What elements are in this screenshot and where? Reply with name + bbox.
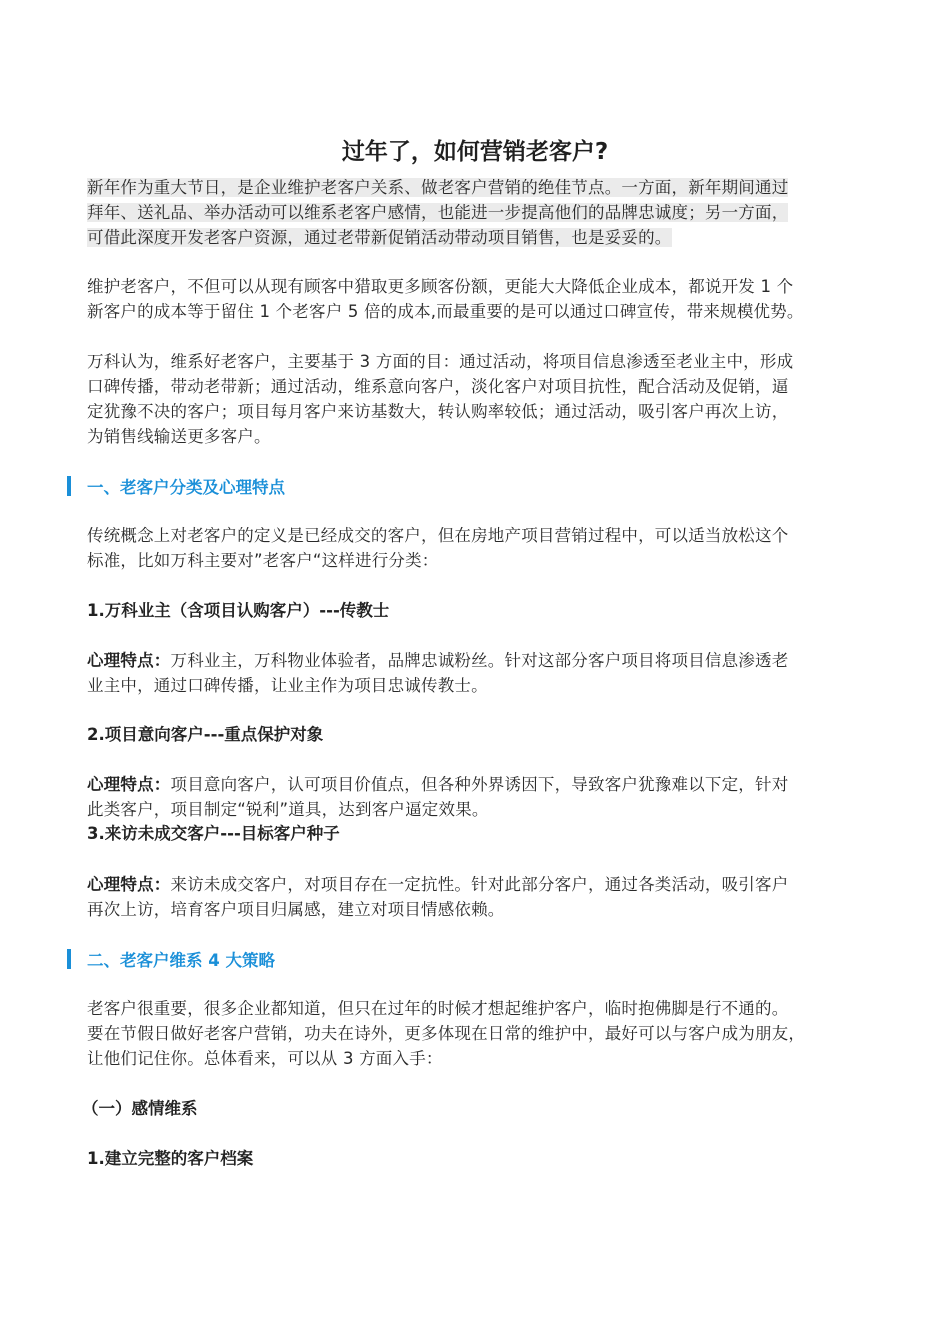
- intro-line: 可借此深度开发老客户资源，通过老带新促销活动带动项目销售，也是妥妥的。: [87, 228, 672, 247]
- category-2-title: 2.项目意向客户---重点保护对象: [87, 725, 324, 744]
- paragraph-line: 再次上访，培育客户项目归属感，建立对项目情感依赖。: [87, 900, 505, 919]
- retention-paragraph: [87, 274, 867, 324]
- section-heading-2: [67, 948, 275, 970]
- section1-intro: [87, 523, 867, 573]
- description-label: 心理特点：: [87, 775, 171, 794]
- paragraph-line: 为销售线输送更多客户。: [87, 427, 271, 446]
- category-2-description: 心理特点：项目意向客户，认可项目价值点，但各种外界诱因下，导致客户犹豫难以下定，针对 此类客户，项目制定“锐利”道具，达到客户逼定效果。: [87, 772, 867, 822]
- description-label: 心理特点：: [87, 651, 171, 670]
- intro-paragraph: [87, 175, 867, 250]
- category-1-description: 心理特点：万科业主，万科物业体验者，品牌忠诚粉丝。针对这部分客户项目将项目信息渗透老 业主中，通过口碑传播，让业主作为项目忠诚传教士。: [87, 648, 867, 698]
- section2-intro: [87, 996, 867, 1071]
- paragraph-line: 万科认为，维系好老客户，主要基于 3 方面的目：通过活动，将项目信息渗透至老业主中，形成: [87, 352, 794, 371]
- paragraph-line: 口碑传播，带动老带新；通过活动，维系意向客户，淡化客户对项目抗性，配合活动及促销，逼: [87, 377, 789, 396]
- page-title: 过年了，如何营销老客户?: [341, 139, 609, 165]
- vanke-paragraph: [87, 349, 867, 449]
- section-heading-1: [67, 475, 285, 497]
- paragraph-line: 要在节假日做好老客户营销，功夫在诗外，更多体现在日常的维护中，最好可以与客户成为朋友，: [87, 1024, 806, 1043]
- subsection-emotional-maintenance: （一）感情维系: [82, 1099, 198, 1118]
- category-1-title: 1.万科业主（含项目认购客户）---传教士: [87, 601, 390, 620]
- item-customer-profile: 1.建立完整的客户档案: [87, 1149, 254, 1168]
- section-accent-bar: [67, 476, 71, 496]
- paragraph-line: 新客户的成本等于留住 1 个老客户 5 倍的成本,而最重要的是可以通过口碑宣传，带来规模优势。: [87, 302, 804, 321]
- paragraph-line: 老客户很重要，很多企业都知道，但只在过年的时候才想起维护客户，临时抱佛脚是行不通的。: [87, 999, 789, 1018]
- section-heading-text: 二、老客户维系 4 大策略: [87, 951, 275, 970]
- paragraph-line: 业主中，通过口碑传播，让业主作为项目忠诚传教士。: [87, 676, 488, 695]
- section-heading-text: 一、老客户分类及心理特点: [87, 478, 285, 497]
- paragraph-line: 此类客户，项目制定“锐利”道具，达到客户逼定效果。: [87, 800, 489, 819]
- section-accent-bar: [67, 949, 71, 969]
- paragraph-line: 标准，比如万科主要对”老客户“这样进行分类：: [87, 551, 439, 570]
- paragraph-line: 定犹豫不决的客户；项目每月客户来访基数大，转认购率较低；通过活动，吸引客户再次上访，: [87, 402, 789, 421]
- paragraph-line: 传统概念上对老客户的定义是已经成交的客户，但在房地产项目营销过程中，可以适当放松这个: [87, 526, 789, 545]
- intro-line: 拜年、送礼品、举办活动可以维系老客户感情，也能进一步提高他们的品牌忠诚度；另一方面，: [87, 203, 789, 222]
- paragraph-line: 让他们记住你。总体看来，可以从 3 方面入手：: [87, 1049, 443, 1068]
- category-3-description: 心理特点：来访未成交客户，对项目存在一定抗性。针对此部分客户，通过各类活动，吸引客户 再次上访，培育客户项目归属感，建立对项目情感依赖。: [87, 872, 867, 922]
- paragraph-line: 维护老客户，不但可以从现有顾客中猎取更多顾客份额，更能大大降低企业成本，都说开发 1 个: [87, 277, 794, 296]
- category-3-title: 3.来访未成交客户---目标客户种子: [87, 824, 340, 843]
- description-label: 心理特点：: [87, 875, 171, 894]
- intro-line: 新年作为重大节日，是企业维护老客户关系、做老客户营销的绝佳节点。一方面，新年期间通过: [87, 178, 789, 197]
